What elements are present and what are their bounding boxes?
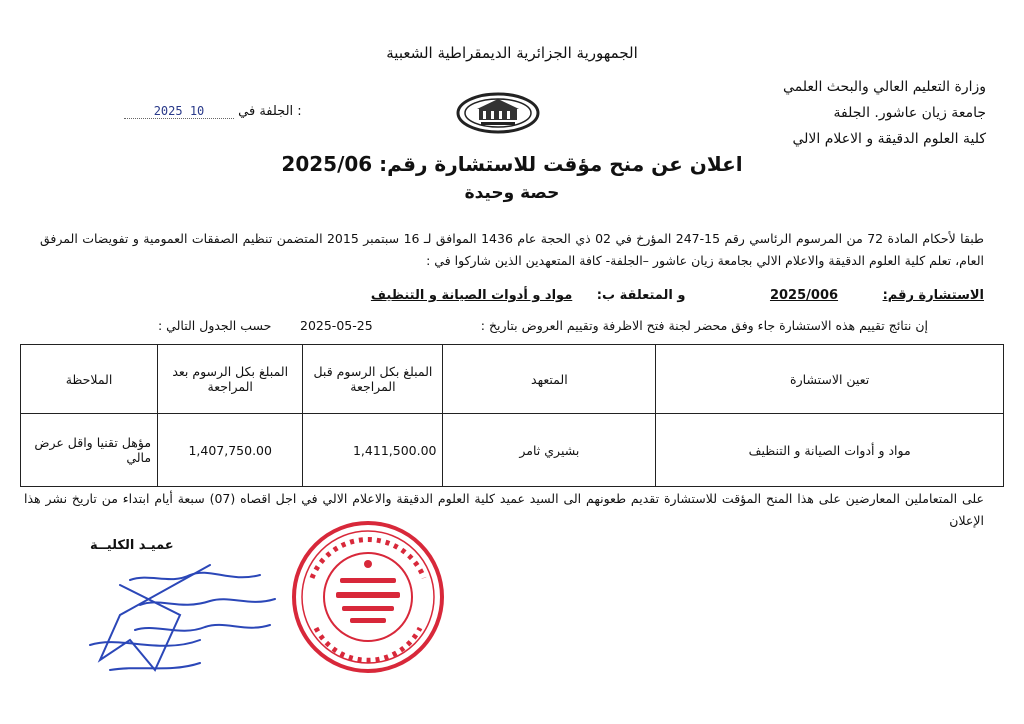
table-header-row — [21, 345, 1004, 414]
faculty-stamp — [288, 518, 448, 676]
university-logo — [455, 92, 541, 134]
legal-paragraph: طبقا لأحكام المادة 72 من المرسوم الرئاسي رقم 15-247 المؤرخ في 02 ذي الحجة عام 1436 الموافق لـ 16 سبتمبر 2015 المتضمن تنظيم الصفقات العمومية و تفويضات المرفق العام، تعلم كلية العلوم الدقيقة والاعلام الالي بجامعة زيان عاشور –الجلفة- كافة المتعهدين الذين شاركوا في : — [40, 231, 984, 268]
table-header: المتعهد — [443, 345, 656, 414]
consultation-number-label: الاستشارة رقم: — [882, 288, 984, 303]
ministry-line: وزارة التعليم العالي والبحث العلمي — [783, 79, 986, 95]
table-row — [21, 414, 1004, 487]
consultation-related-value: مواد و أدوات الصيانة و التنظيف — [370, 288, 573, 303]
objection-notice: على المتعاملين المعارضين على هذا المنح المؤقت للاستشارة تقديم طعونهم الى السيد عميد كلية العلوم الدقيقة والاعلام الالي في اجل اقصاه (07) سبعة أيام ابتداء من تاريخ نشر هذا الإعلان — [24, 491, 984, 528]
consultation-related-label: و المتعلقة ب: — [596, 288, 686, 303]
consultation-number-value: 2025/006 — [769, 288, 839, 303]
date-value: 2025 10 — [124, 104, 234, 119]
ministry-block — [726, 74, 986, 152]
table-header: تعين الاستشارة — [656, 345, 1004, 414]
table-cell: 1,407,750.00 — [158, 414, 303, 487]
dean-signature — [60, 545, 300, 685]
table-cell: مؤهل تقنيا واقل عرض مالي — [21, 414, 158, 487]
announcement-subtitle: حصة وحيدة — [464, 183, 560, 203]
table-cell: بشيري ثامر — [443, 414, 656, 487]
dean-label: عميـد الكليــة — [90, 538, 174, 553]
results-date: 2025-05-25 — [300, 318, 373, 333]
table-header: المبلغ بكل الرسوم بعد المراجعة — [158, 345, 303, 414]
table-header: المبلغ بكل الرسوم قبل المراجعة — [303, 345, 443, 414]
university-line: جامعة زيان عاشور. الجلفة — [833, 105, 986, 121]
table-header: الملاحظة — [21, 345, 158, 414]
results-table-ref: حسب الجدول التالي : — [158, 318, 272, 333]
faculty-line: كلية العلوم الدقيقة و الاعلام الالي — [792, 131, 986, 147]
table-cell: مواد و أدوات الصيانة و التنظيف — [656, 414, 1004, 487]
date-label: الجلفة في : — [238, 104, 302, 119]
results-table — [20, 344, 1004, 487]
results-intro: إن نتائج تقييم هذه الاستشارة جاء وفق محضر لجنة فتح الاظرفة وتقييم العروض بتاريخ : — [480, 318, 928, 333]
consultation-line — [371, 288, 984, 303]
republic-heading: الجمهورية الجزائرية الديمقراطية الشعبية — [386, 44, 638, 62]
announcement-title: اعلان عن منح مؤقت للاستشارة رقم: 2025/06 — [281, 152, 743, 176]
date-line — [118, 104, 302, 119]
table-cell: 1,411,500.00 — [303, 414, 443, 487]
